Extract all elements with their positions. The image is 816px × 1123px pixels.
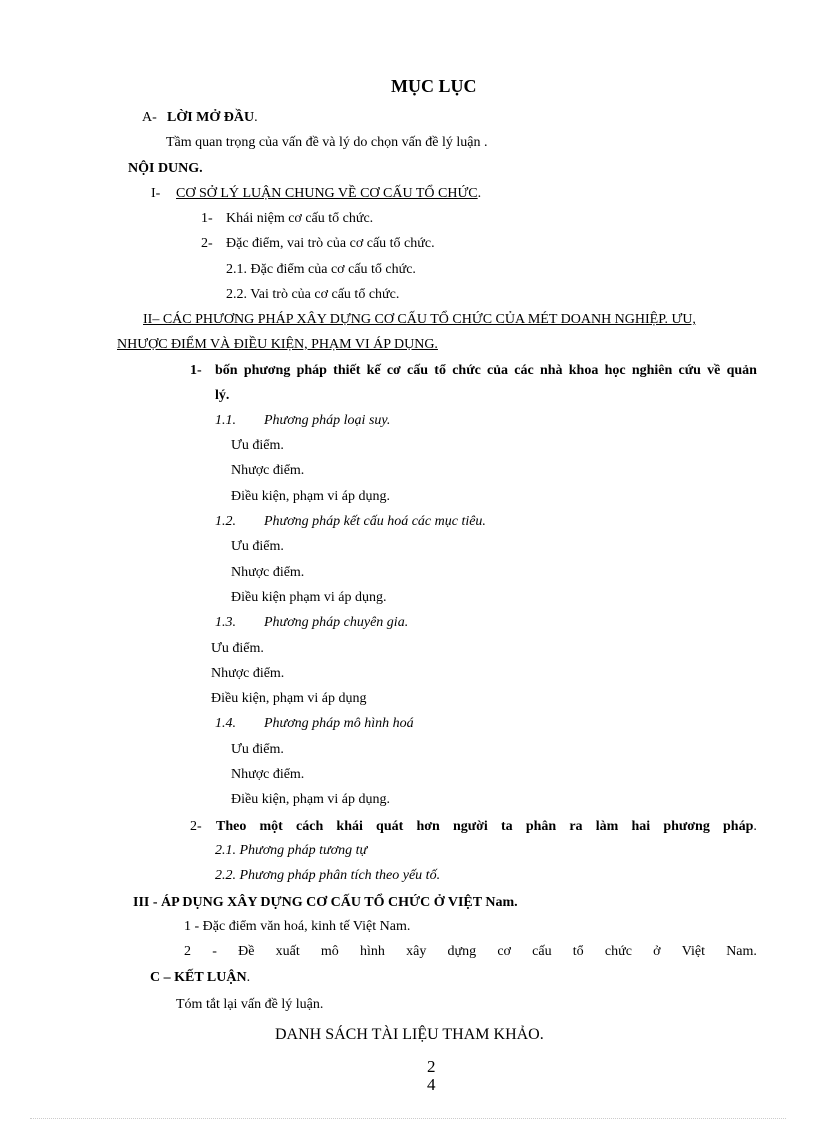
word: phương: [663, 819, 710, 834]
word: pháp: [296, 363, 327, 378]
word: khoa: [568, 363, 599, 378]
subsection-2-1-heading-cont: lý.: [215, 388, 230, 403]
subsection-2-2-2: 2.2. Phương pháp phân tích theo yếu tố.: [215, 868, 441, 883]
subsection-2-1-number: 1-: [190, 363, 202, 378]
page-number-top: 2: [427, 1057, 436, 1076]
word: dựng: [447, 944, 477, 959]
section-b-heading: NỘI DUNG.: [128, 161, 203, 176]
method-1-3-cons: Nhược điểm.: [211, 666, 285, 681]
section-c-heading: C – KẾT LUẬN.: [150, 970, 251, 985]
subsection-2-2-heading: [216, 818, 757, 836]
word: bốn: [215, 363, 238, 378]
method-1-3-pros: Ưu điểm.: [211, 641, 264, 656]
word: tổ: [434, 363, 446, 378]
method-1-1-number: 1.1.: [215, 413, 236, 428]
section-c-subitem: Tóm tắt lại vấn đề lý luận.: [176, 997, 324, 1012]
item-2-number: 2-: [201, 236, 213, 251]
word: xây: [406, 944, 427, 959]
method-1-3-title: Phương pháp chuyên gia.: [264, 615, 409, 630]
word: Đề: [238, 944, 255, 959]
word: cơ: [497, 944, 511, 959]
method-1-2-cons: Nhược điểm.: [231, 565, 305, 580]
section-1-heading: CƠ SỞ LÝ LUẬN CHUNG VỀ CƠ CẤU TỔ CHỨC.: [176, 186, 482, 201]
method-1-2-title: Phương pháp kết cấu hoá các mục tiêu.: [264, 514, 486, 529]
word-last: pháp.: [723, 819, 757, 834]
word: -: [212, 944, 217, 959]
section-3-item-1: 1 - Đặc điểm văn hoá, kinh tế Việt Nam.: [184, 919, 411, 934]
word: một: [259, 819, 283, 834]
method-1-4-number: 1.4.: [215, 716, 236, 731]
word: quản: [726, 363, 757, 378]
word: về: [707, 363, 721, 378]
method-1-1-title: Phương pháp loại suy.: [264, 413, 391, 428]
word: ra: [569, 819, 583, 834]
word: quát: [376, 819, 404, 834]
word: tổ: [572, 944, 584, 959]
section-3-item-2: [184, 943, 757, 961]
subsection-2-1-heading: [215, 362, 757, 380]
method-1-3-scope: Điều kiện, phạm vi áp dụng: [211, 691, 367, 706]
method-1-4-cons: Nhược điểm.: [231, 767, 305, 782]
subsection-2-2-number: 2-: [190, 819, 202, 834]
word: Theo: [216, 819, 247, 834]
word: nghiên: [631, 363, 673, 378]
word: chức: [452, 363, 481, 378]
word: hơn: [416, 819, 440, 834]
word: học: [604, 363, 626, 378]
word: khái: [336, 819, 363, 834]
word: kế: [366, 363, 381, 378]
method-1-2-number: 1.2.: [215, 514, 236, 529]
item-2-2-text: 2.2. Vai trò của cơ cấu tổ chức.: [226, 287, 400, 302]
word: ở: [653, 944, 661, 959]
word: phân: [525, 819, 557, 834]
item-1-text: Khái niệm cơ cấu tổ chức.: [226, 211, 374, 226]
method-1-1-pros: Ưu điểm.: [231, 438, 284, 453]
word: hình: [360, 944, 385, 959]
word: hai: [631, 819, 651, 834]
section-a-heading: LỜI MỞ ĐẦU.: [167, 110, 258, 125]
method-1-4-scope: Điều kiện, phạm vi áp dụng.: [231, 792, 391, 807]
method-1-2-scope: Điều kiện phạm vi áp dụng.: [231, 590, 387, 605]
word: 2: [184, 944, 191, 959]
method-1-4-pros: Ưu điểm.: [231, 742, 284, 757]
section-3-heading: III - ÁP DỤNG XÂY DỰNG CƠ CẤU TỔ CHỨC Ở VIỆT Nam.: [133, 895, 518, 910]
word: mô: [320, 944, 339, 959]
word: người: [452, 819, 488, 834]
word: làm: [595, 819, 619, 834]
word: Việt: [681, 944, 705, 959]
method-1-1-cons: Nhược điểm.: [231, 463, 305, 478]
section-a-subitem: Tầm quan trọng của vấn đề và lý do chọn vấn đề lý luận .: [166, 135, 488, 150]
method-1-4-title: Phương pháp mô hình hoá: [264, 716, 414, 731]
item-2-text: Đặc điểm, vai trò của cơ cấu tổ chức.: [226, 236, 435, 251]
word: thiết: [333, 363, 361, 378]
word: của: [487, 363, 509, 378]
word: chức: [604, 944, 632, 959]
word: cứu: [678, 363, 701, 378]
section-a-number: A-: [142, 110, 157, 125]
word: xuất: [275, 944, 300, 959]
section-2-heading-line2: NHƯỢC ĐIỂM VÀ ĐIỀU KIỆN, PHẠM VI ÁP DỤNG.: [117, 337, 438, 352]
toc-title: MỤC LỤC: [391, 76, 477, 96]
method-1-2-pros: Ưu điểm.: [231, 539, 284, 554]
subsection-2-2-1: 2.1. Phương pháp tương tự: [215, 843, 368, 858]
footer-divider: [30, 1118, 786, 1119]
word: ta: [500, 819, 513, 834]
word: các: [514, 363, 534, 378]
section-2-heading-line1: II– CÁC PHƯƠNG PHÁP XÂY DỰNG CƠ CẤU TỔ CHỨC CỦA MÉT DOANH NGHIỆP. ƯU,: [143, 312, 696, 327]
method-1-3-number: 1.3.: [215, 615, 236, 630]
word: Nam.: [726, 944, 757, 959]
word: cấu: [532, 944, 552, 959]
word: cấu: [407, 363, 429, 378]
section-1-number: I-: [151, 186, 161, 201]
method-1-1-scope: Điều kiện, phạm vi áp dụng.: [231, 489, 391, 504]
word: cách: [296, 819, 324, 834]
word: cơ: [386, 363, 401, 378]
word: phương: [243, 363, 291, 378]
item-1-number: 1-: [201, 211, 213, 226]
page-number-bottom: 4: [427, 1075, 436, 1094]
references-heading: DANH SÁCH TÀI LIỆU THAM KHẢO.: [275, 1026, 544, 1043]
word: nhà: [539, 363, 563, 378]
item-2-1-text: 2.1. Đặc điểm của cơ cấu tổ chức.: [226, 262, 416, 277]
